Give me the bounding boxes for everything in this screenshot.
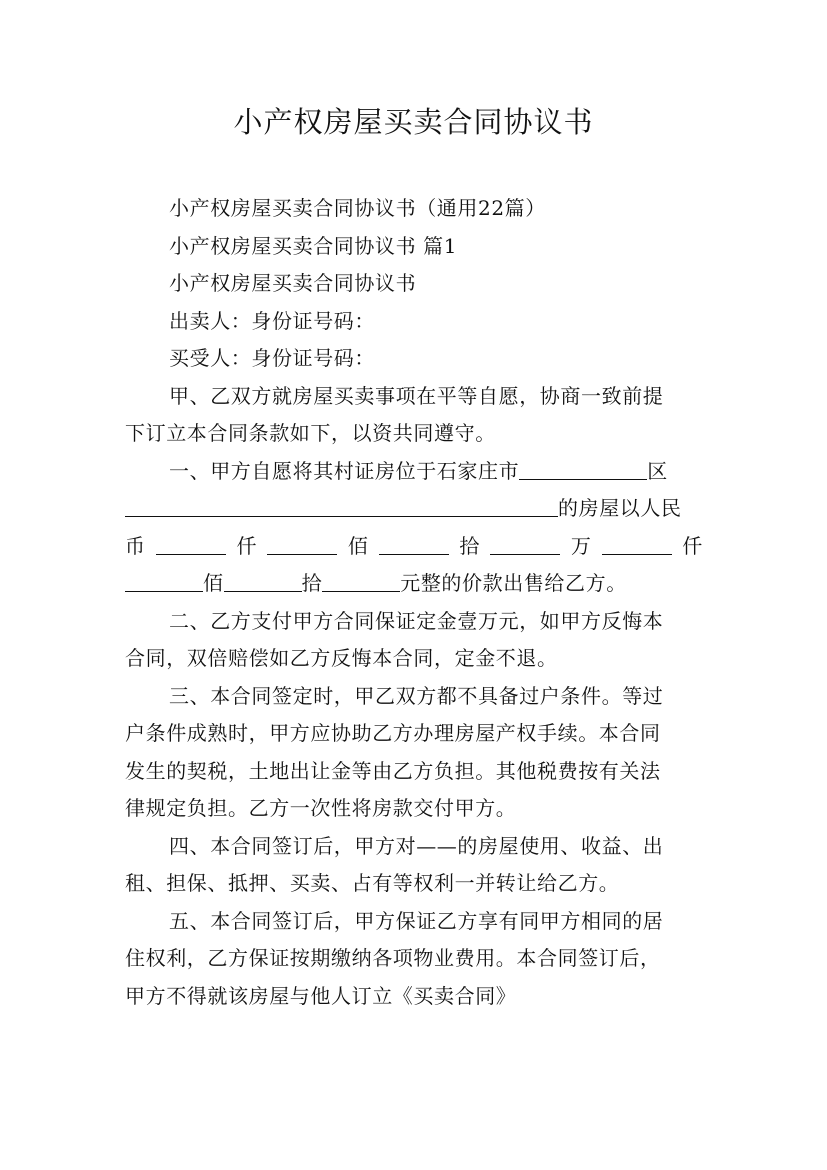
clause-1-line-2 (125, 490, 703, 528)
clause-3-line-1: 三、本合同签定时，甲乙双方都不具备过户条件。等过 (169, 683, 664, 708)
amount-blank (156, 530, 226, 555)
clause-5-line-1: 五、本合同签订后，甲方保证乙方享有同甲方相同的居 (169, 908, 664, 933)
section-heading: 小产权房屋买卖合同协议书 篇1 (169, 233, 458, 258)
clause-5-line-3: 甲方不得就该房屋与他人订立《买卖合同》 (125, 983, 517, 1008)
unit-label: 佰 (203, 571, 224, 595)
buyer-line: 买受人：身份证号码： (169, 346, 375, 370)
clause-3-line-4: 律规定负担。乙方一次性将房款交付甲方。 (125, 796, 517, 820)
subtitle-line: 小产权房屋买卖合同协议书（通用22篇） (169, 196, 546, 220)
clause-1-line-1 (125, 453, 703, 491)
amount-blank (125, 567, 203, 592)
clause-1-line-3 (125, 528, 703, 566)
clause-1-text-a: 一、甲方自愿将其村证房位于石家庄市 (169, 458, 520, 483)
unit-label: 佰 (347, 533, 369, 558)
document-body (125, 190, 703, 1015)
clause-2-line-1: 二、乙方支付甲方合同保证定金壹万元，如甲方反悔本 (169, 608, 664, 633)
clause-3-line-2: 户条件成熟时，甲方应协助乙方办理房屋产权手续。本合同 (125, 721, 661, 745)
clause-1-line-4 (125, 565, 703, 603)
amount-blank (379, 530, 449, 555)
clause-4-line-1: 四、本合同签订后，甲方对——的房屋使用、收益、出 (169, 833, 664, 858)
clause-3-line-3: 发生的契税，土地出让金等由乙方负担。其他税费按有关法 (125, 758, 661, 783)
amount-blank (602, 530, 672, 555)
address-blank (125, 492, 558, 517)
clause-4-line-2: 租、担保、抵押、买卖、占有等权利一并转让给乙方。 (125, 871, 620, 895)
unit-label: 拾 (301, 571, 323, 595)
unit-label: 拾 (459, 533, 480, 558)
clause-5-line-2: 住权利，乙方保证按期缴纳各项物业费用。本合同签订后， (125, 946, 661, 970)
contract-name: 小产权房屋买卖合同协议书 (169, 271, 417, 295)
amount-blank (224, 567, 302, 592)
document-title: 小产权房屋买卖合同协议书 (233, 105, 594, 139)
intro-paragraph-line-1: 甲、乙双方就房屋买卖事项在平等自愿，协商一致前提 (169, 383, 664, 408)
clause-1-district-suffix: 区 (647, 458, 668, 483)
unit-label: 仟 (236, 533, 258, 558)
amount-blank (490, 530, 560, 555)
amount-blank (322, 567, 400, 592)
clause-2-line-2: 合同，双倍赔偿如乙方反悔本合同，定金不退。 (125, 646, 558, 670)
intro-paragraph-line-2: 下订立本合同条款如下，以资共同遵守。 (125, 421, 496, 445)
clause-1-ending: 元整的价款出售给乙方。 (400, 571, 627, 595)
clause-1-text-c: 的房屋以人民 (558, 496, 682, 520)
district-blank (519, 455, 647, 480)
amount-blank (267, 530, 337, 555)
seller-line: 出卖人：身份证号码： (169, 308, 375, 333)
currency-label: 币 (125, 533, 146, 558)
unit-label: 万 (570, 533, 592, 558)
unit-label: 仟 (682, 533, 703, 558)
